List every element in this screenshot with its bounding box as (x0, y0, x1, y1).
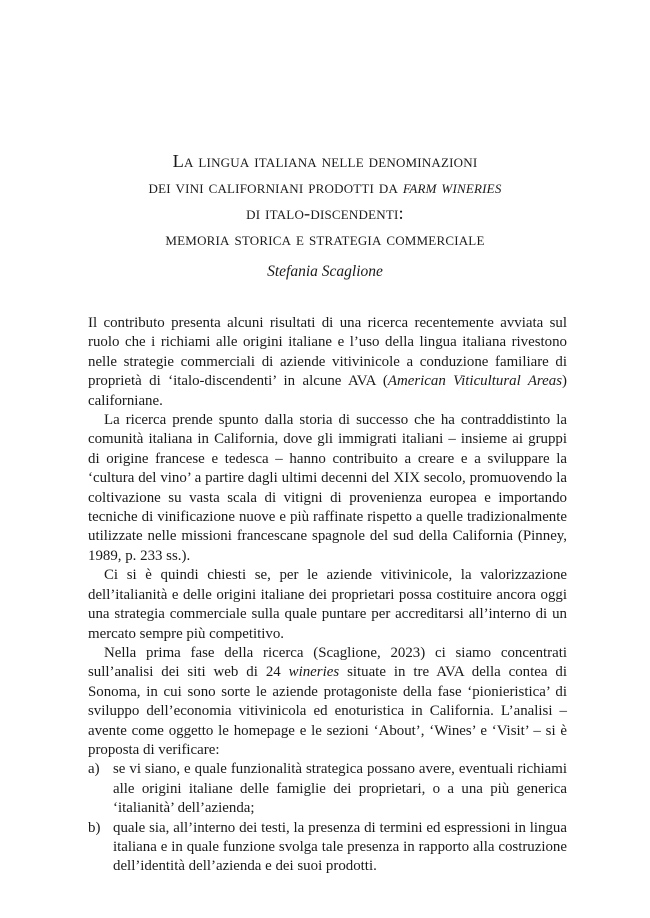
article-title (0, 148, 650, 252)
paragraph-4 (88, 644, 567, 760)
list-item (88, 819, 567, 877)
title-line-2 (0, 174, 650, 200)
paragraph-1 (88, 314, 567, 411)
paragraph-2: La ricerca prende spunto dalla storia di successo che ha contraddistinto la comunità italiana in California, dove gli immigrati italiani – insieme ai gruppi di origine francese e tedesca – hanno contribuito a creare e a sviluppare la ‘cultura del vino’ a partire dagli ultimi decenni del XIX secolo, promuovendo la coltivazione su vasta scala di vitigni di provenienza europea e importando tecniche di vinificazione nuove e più raffinate rispetto a quelle tradizionalmente utilizzate nelle missioni francescane spagnole del sud della California (Pinney, 1989, p. 233 ss.). (88, 412, 567, 564)
list-item-text: se vi siano, e quale funzionalità strategica possano avere, eventuali richiami alle origini italiane delle famiglie dei proprietari, o a una più generica ‘italianità’ dell’azienda; (113, 761, 567, 817)
list-item-text: quale sia, all’interno dei testi, la presenza di termini ed espressioni in lingua italiana e in quale funzione svolga tale presenza in rapporto alla costruzione dell’identità dell’azienda e dei suoi prodotti. (113, 819, 567, 875)
paragraph-3: Ci si è quindi chiesti se, per le aziende vitivinicole, la valorizzazione dell’italianità e delle origini italiane dei proprietari possa costituire ancora oggi una strategia commerciale sulla quale puntare per accreditarsi all’interno di un mercato sempre più competitivo. (88, 567, 567, 642)
verification-list (88, 760, 567, 876)
title-line-3: di italo-discendenti: (246, 203, 404, 223)
paragraph-4-italic: wineries (288, 664, 340, 681)
paragraph-4-text-a: Nella prima fase della ricerca (Scaglione, 2023) ci siamo concentrati sull’analisi dei siti web di 24 (88, 644, 567, 681)
author-name: Stefania Scaglione (267, 263, 383, 280)
article-body (88, 314, 567, 877)
list-marker: a) (88, 761, 100, 778)
paragraph-1-text-b: ) californiane. (88, 373, 567, 409)
title-line-4: memoria storica e strategia commerciale (165, 229, 485, 249)
paragraph-1-text-a: Il contributo presenta alcuni risultati di una ricerca recentemente avviata sul ruolo che i richiami alle origini italiane e l’uso della lingua italiana rivestono nelle strategie commerciali di aziende vitivinicole a conduzione familiare di proprietà di ‘italo-discendenti’ in alcune AVA ( (88, 315, 567, 390)
list-marker: b) (88, 819, 101, 836)
paragraph-4-text-b: situate in tre AVA della contea di Sonoma, in cui sono sorte le aziende protagoniste della fase ‘pionieristica’ di sviluppo dell’economia vitivinicola ed enoturistica in California. L’analisi – avente come oggetto le homepage e le sezioni ‘About’, ‘Wines’ e ‘Visit’ – si è proposta di verificare: (88, 664, 567, 758)
title-line-1: La lingua italiana nelle denominazioni (172, 151, 478, 171)
paragraph-1-italic: American Viticultural Areas (387, 373, 563, 390)
title-line-2-text: dei vini californiani prodotti da (148, 177, 403, 197)
title-line-2-italic: farm wineries (402, 177, 502, 197)
list-item (88, 760, 567, 818)
